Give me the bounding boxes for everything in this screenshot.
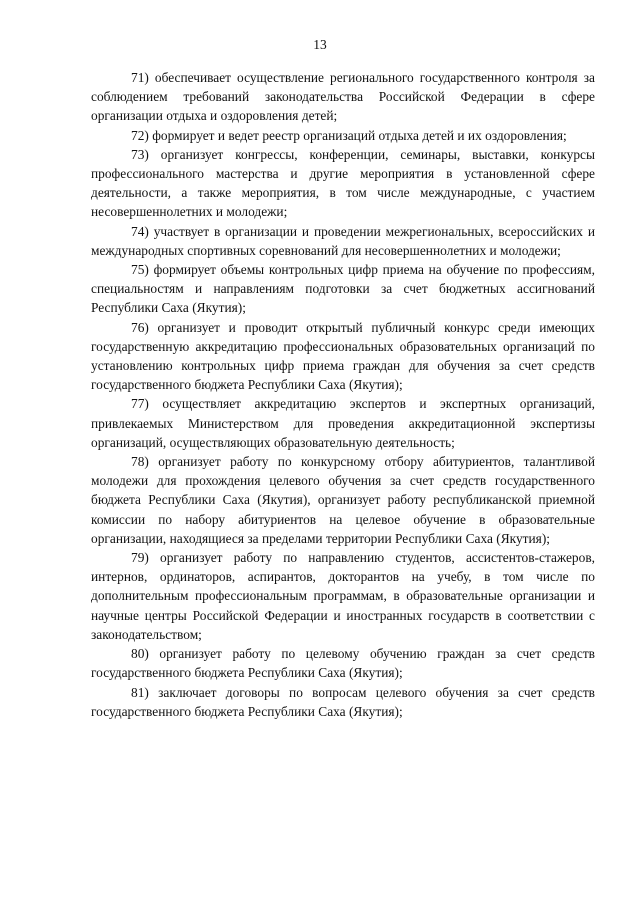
paragraph-77: 77) осуществляет аккредитацию экспертов и экспертных организаций, привлекаемых Министерством для проведения аккредитационной экспертизы организаций, осуществляющих образовательную деятельность; bbox=[91, 396, 595, 450]
paragraph-72: 72) формирует и ведет реестр организаций отдыха детей и их оздоровления; bbox=[131, 127, 567, 143]
page-number: 13 bbox=[313, 37, 327, 52]
paragraph-79: 79) организует работу по направлению студентов, ассистентов-стажеров, интернов, ординаторов, аспирантов, докторантов на учебу, в том числе по дополнительным профессиональным программам, в образовательные организации и научные центры Российской Федерации и иностранных государств в соответствии с законодательством; bbox=[91, 550, 595, 642]
paragraph-73: 73) организует конгрессы, конференции, семинары, выставки, конкурсы профессионального мастерства и другие мероприятия в установленной сфере деятельности, а также мероприятия, в том числе международные, с участием несовершеннолетних и молодежи; bbox=[91, 146, 595, 220]
paragraph-75: 75) формирует объемы контрольных цифр приема на обучение по профессиям, специальностям и направлениям подготовки за счет бюджетных ассигнований Республики Саха (Якутия); bbox=[91, 262, 595, 316]
paragraph-80: 80) организует работу по целевому обучению граждан за счет средств государственного бюджета Республики Саха (Якутия); bbox=[91, 646, 595, 681]
paragraph-78: 78) организует работу по конкурсному отбору абитуриентов, талантливой молодежи для прохождения целевого обучения за счет средств государственного бюджета Республики Саха (Якутия), организует работу республиканской приемной комиссии по набору абитуриентов на целевое обучение в образовательные организации, находящиеся за пределами территории Республики Саха (Якутия); bbox=[91, 454, 595, 546]
paragraph-71: 71) обеспечивает осуществление регионального государственного контроля за соблюдением требований законодательства Российской Федерации в сфере организации отдыха и оздоровления детей; bbox=[91, 70, 595, 124]
document-body bbox=[91, 68, 595, 721]
paragraph-81: 81) заключает договоры по вопросам целевого обучения за счет средств государственного бюджета Республики Саха (Якутия); bbox=[91, 684, 595, 719]
paragraph-74: 74) участвует в организации и проведении межрегиональных, всероссийских и международных спортивных соревнований для несовершеннолетних и молодежи; bbox=[91, 223, 595, 258]
paragraph-76: 76) организует и проводит открытый публичный конкурс среди имеющих государственную аккредитацию профессиональных образовательных организаций по установлению контрольных цифр приема граждан для обучения за счет средств государственного бюджета Республики Саха (Якутия); bbox=[91, 319, 595, 393]
